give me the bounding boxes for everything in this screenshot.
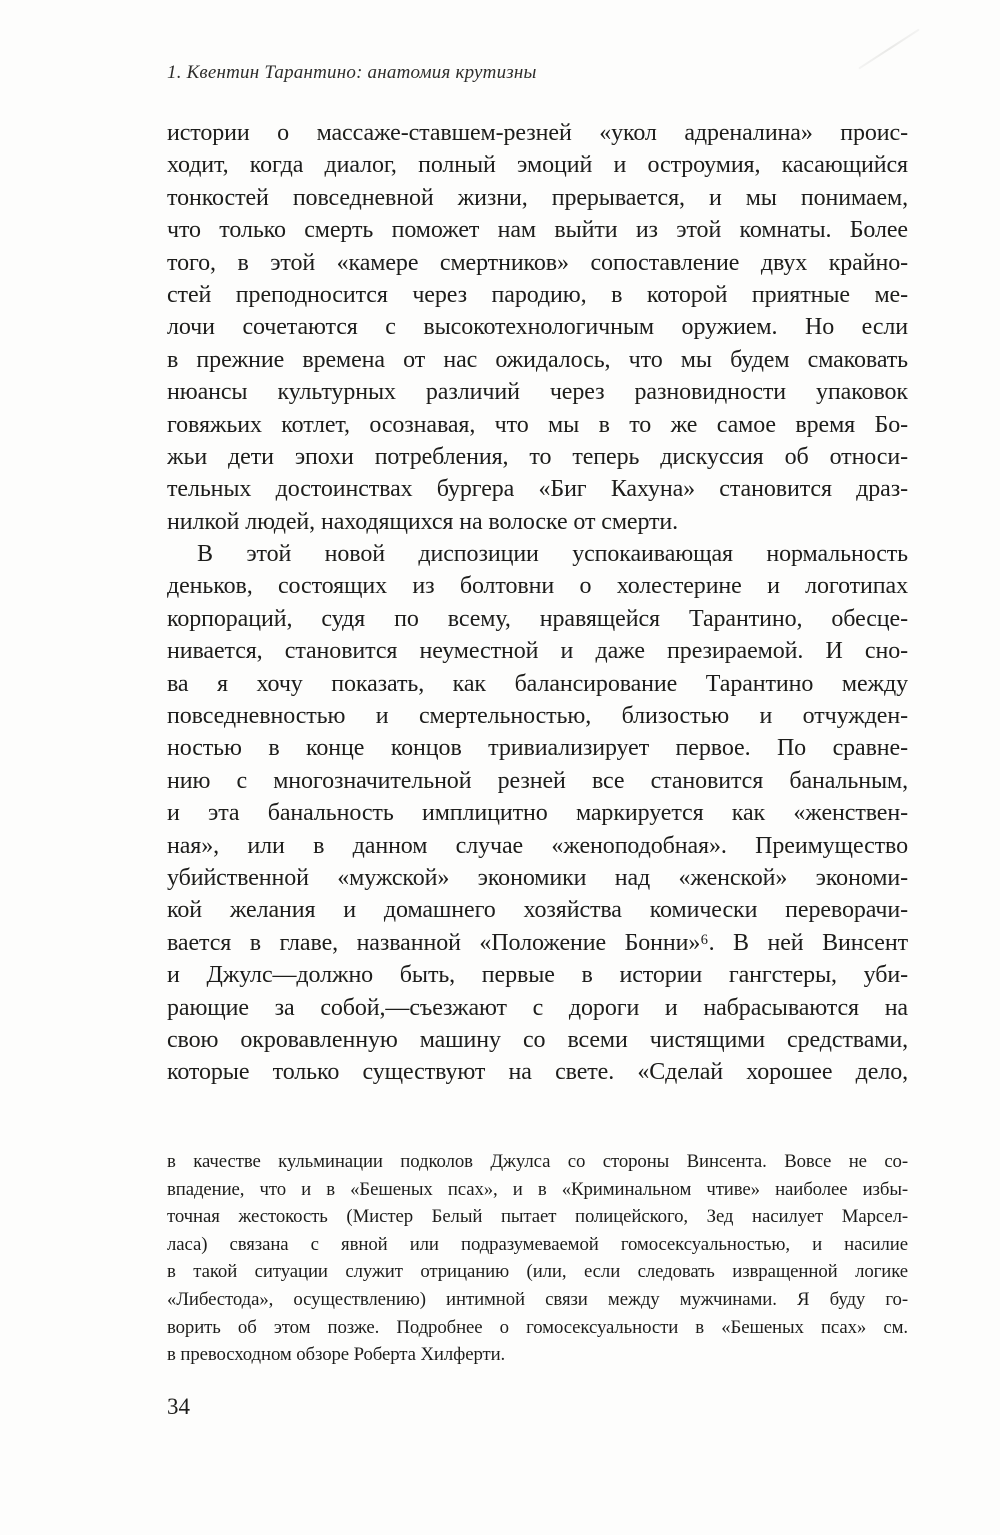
text-line: истории о массаже-ставшем-резней «укол адреналина» проис- xyxy=(167,120,908,146)
text-line: вается в главе, названной «Положение Бонни»⁶. В ней Винсент xyxy=(167,929,908,956)
text-line: и эта банальность имплицитно маркируется как «женствен- xyxy=(167,800,908,827)
text-line: ва я хочу показать, как балансирование Тарантино между xyxy=(167,670,908,697)
text-line: в превосходном обзоре Роберта Хилферти. xyxy=(167,1344,506,1366)
text-line: нию с многозначительной резней все становится банальным, xyxy=(167,767,908,794)
text-line: стей преподносится через пародию, в которой приятные ме- xyxy=(167,281,908,308)
text-line: лочи сочетаются с высокотехнологичным оружием. Но если xyxy=(167,314,908,341)
text-line: рающие за собой,—съезжают с дороги и набрасываются на xyxy=(167,994,908,1021)
text-line: жьи дети эпохи потребления, то теперь дискуссия об относи- xyxy=(167,443,908,470)
text-line: нивается, становится неуместной и даже презираемой. И сно- xyxy=(167,638,908,665)
text-line: ная», или в данном случае «женоподобная». Преимущество xyxy=(167,832,908,859)
text-line: впадение, что и в «Бешеных псах», и в «Криминальном чтиве» наиболее избы- xyxy=(167,1178,908,1200)
text-line: тельных достоинствах бургера «Биг Кахуна» становится драз- xyxy=(167,476,908,503)
footnote-text xyxy=(167,1148,908,1369)
text-line: корпораций, судя по всему, нравящейся Тарантино, обесце- xyxy=(167,605,908,632)
text-line: деньков, состоящих из болтовни о холестерине и логотипах xyxy=(167,573,908,600)
text-line: в такой ситуации служит отрицанию (или, если следовать извращенной логике xyxy=(167,1261,908,1283)
text-line: в прежние времена от нас ожидалось, что мы будем смаковать xyxy=(167,346,908,373)
text-line: что только смерть поможет нам выйти из этой комнаты. Более xyxy=(167,217,908,244)
text-line: говяжьих котлет, осознавая, что мы в то же самое время Бо- xyxy=(167,411,908,438)
page-number: 34 xyxy=(167,1394,190,1419)
text-line: тонкостей повседневной жизни, прерывается, и мы понимаем, xyxy=(167,184,908,211)
text-line: ворить об этом позже. Подробнее о гомосексуальности в «Бешеных псах» см. xyxy=(167,1316,908,1338)
text-line: свою окровавленную машину со всеми чистящими средствами, xyxy=(167,1026,908,1053)
body-text xyxy=(167,117,908,1089)
text-line: того, в этой «камере смертников» сопоставление двух крайно- xyxy=(167,249,908,276)
text-line: которые только существуют на свете. «Сделай хорошее дело, xyxy=(167,1059,908,1086)
text-line: ласа) связана с явной или подразумеваемой гомосексуальностью, и насилие xyxy=(167,1233,908,1255)
text-line: и Джулс—должно быть, первые в истории гангстеры, уби- xyxy=(167,962,908,989)
text-line: повседневностью и смертельностью, близостью и отчужден- xyxy=(167,703,908,730)
text-line: ностью в конце концов тривиализирует первое. По сравне- xyxy=(167,735,908,762)
text-line: точная жестокость (Мистер Белый пытает полицейского, Зед насилует Марсел- xyxy=(167,1206,908,1228)
running-header: 1. Квентин Тарантино: анатомия крутизны xyxy=(167,62,537,83)
text-line: «Либестода», осуществлению) интимной связи между мужчинами. Я буду го- xyxy=(167,1288,908,1310)
text-line: В этой новой диспозиции успокаивающая нормальность xyxy=(197,541,908,568)
text-line: убийственной «мужской» экономики над «женской» экономи- xyxy=(167,864,908,891)
text-line: кой желания и домашнего хозяйства комически переворачи- xyxy=(167,897,908,924)
text-line: нилкой людей, находящихся на волоске от смерти. xyxy=(167,508,679,535)
text-line: в качестве кульминации подколов Джулса со стороны Винсента. Вовсе не со- xyxy=(167,1151,908,1172)
text-line: ходит, когда диалог, полный эмоций и остроумия, касающийся xyxy=(167,152,908,179)
text-line: нюансы культурных различий через разновидности упаковок xyxy=(167,379,908,406)
